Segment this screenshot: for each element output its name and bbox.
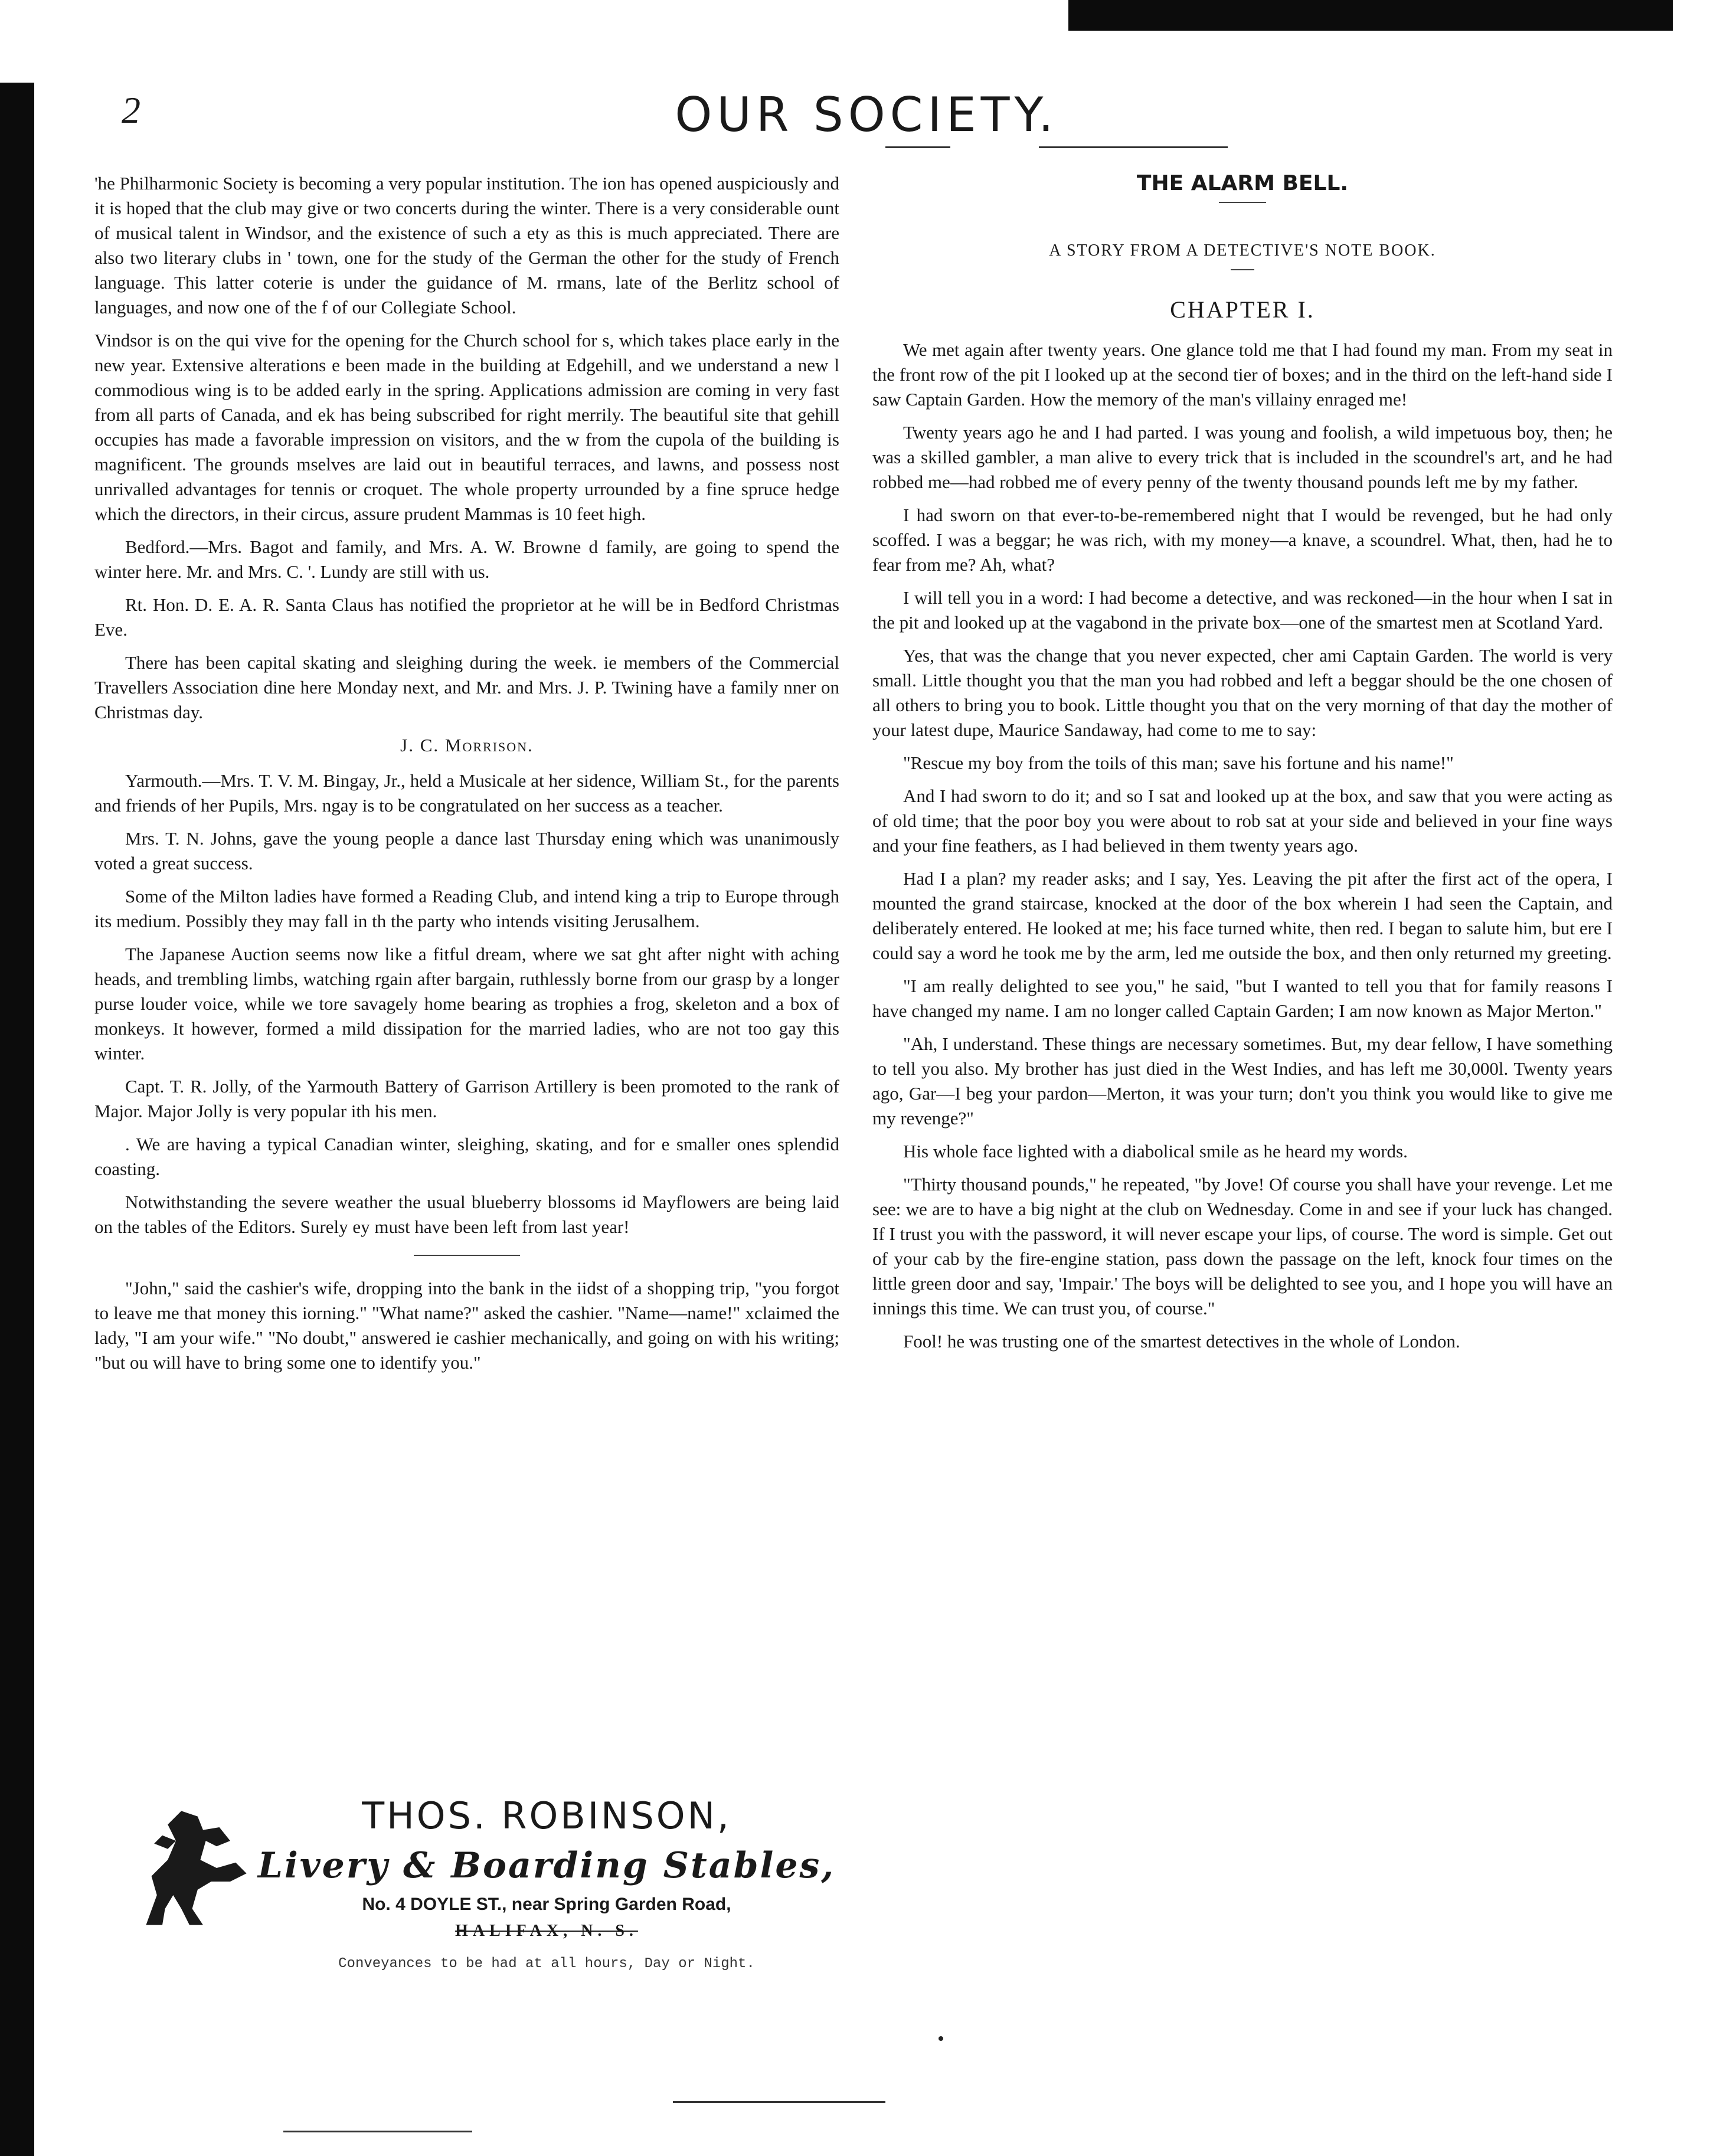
scan-edge-shadow	[0, 83, 34, 2156]
story-paragraph: I had sworn on that ever-to-be-remembered night that I would be revenged, but he had only scoffed. I was a beggar; he was rich, with my money—a knave, a scoundrel. What, then, had he to fear from me? Ah, what?	[872, 505, 1613, 575]
story-paragraph: Twenty years ago he and I had parted. I was young and foolish, a wild impetuous boy, then; he was a skilled gambler, a man alive to every trick that is included in the scoundrel's art, and he had robbed me—had robbed me of every penny of the twenty thousand pounds left me by my father.	[872, 422, 1613, 492]
japanese-auction-paragraph: The Japanese Auction seems now like a fitful dream, where we sat ght after night with aching heads, and trembling limbs, watching rgain after bargain, ruthlessly borne from our grasp by a longer purse louder voice, while we tore savagely home bearing as trophies a frog, skeleton and a box of monkeys. It however, formed a mild dissipation for the married ladies, who are not too gay this winter.	[94, 944, 839, 1064]
story-paragraph: "Ah, I understand. These things are necessary sometimes. But, my dear fellow, I have something to tell you also. My brother has just died in the West Indies, and has left me 30,000l. Twenty years ago, Gar—I beg your pardon—Merton, it was your turn; don't you think you would like to give me my revenge?"	[872, 1033, 1613, 1128]
windsor-philharmonic-paragraph: 'he Philharmonic Society is becoming a very popular institution. The ion has opened auspiciously and it is hoped that the club may give or two concerts during the winter. There is a very considerable ount of musical talent in Windsor, and the existence of such a ety as this is much appreciated. There are also two literary clubs in ' town, one for the study of the German the other for the study of French language. This latter coterie is under the guidance of M. rmans, late of the Berlitz school of languages, and now one of the f of our Collegiate School.	[94, 173, 839, 318]
story-paragraph: "Rescue my boy from the toils of this man; save his fortune and his name!"	[903, 753, 1454, 773]
masthead-rule-right	[1039, 146, 1228, 148]
top-black-rule	[1068, 0, 1673, 31]
skating-paragraph: There has been capital skating and sleighing during the week. ie members of the Commercial Travellers Association dine here Monday next, and Mr. and Mrs. J. P. Twining have a family nner on Christmas day.	[94, 652, 839, 722]
left-column	[94, 171, 839, 1383]
story-paragraph: His whole face lighted with a diabolical smile as he heard my words.	[903, 1141, 1408, 1162]
story-subtitle: A STORY FROM A DETECTIVE'S NOTE BOOK.	[1049, 241, 1436, 260]
canadian-winter-paragraph: . We are having a typical Canadian winter, sleighing, skating, and for e smaller ones splendid coasting.	[94, 1134, 839, 1179]
masthead-rule-left	[885, 146, 950, 148]
masthead: OUR SOCIETY.	[675, 87, 1058, 142]
business-name: Livery & Boarding Stables,	[257, 1845, 836, 1886]
section-divider	[414, 1255, 520, 1256]
print-speck	[939, 2036, 943, 2041]
windsor-church-school-paragraph: Vindsor is on the qui vive for the opening for the Church school for s, which takes place early in the new year. Extensive alterations e been made in the building at Edgehill, and we understand a new l commodious wing is to be added early in the spring. Applications admission are coming in very fast from all parts of Canada, and ek has being subscribed for right merrily. The beautiful site that gehill occupies has made a favorable impression on visitors, and the w from the cupola of the building is magnificent. The grounds mselves are laid out in beautiful terraces, and lawns, and possess nost unrivalled advantages for tennis or croquet. The whole property urrounded by a fine spruce hedge which the directors, in their circus, assure prudent Mammas is 10 feet high.	[94, 330, 839, 524]
story-paragraph: Fool! he was trusting one of the smartest detectives in the whole of London.	[903, 1331, 1460, 1352]
page-number: 2	[122, 89, 140, 131]
title-rule	[1219, 202, 1266, 203]
story-title: THE ALARM BELL.	[1136, 171, 1349, 195]
story-paragraph: "I am really delighted to see you," he said, "but I wanted to tell you that for family reasons I have changed my name. I am no longer called Captain Garden; I am now known as Major Merton."	[872, 976, 1613, 1021]
story-paragraph: Yes, that was the change that you never expected, cher ami Captain Garden. The world is very small. Little thought you that the man you had robbed and left a beggar should be the one chosen of all others to bring you to book. Little thought you that on the very morning of that day the mother of your latest dupe, Maurice Sandaway, had come to me to say:	[872, 645, 1613, 740]
business-address: No. 4 DOYLE ST., near Spring Garden Road,	[362, 1895, 731, 1914]
correspondent-signature: J. C. Morrison.	[400, 735, 534, 755]
chapter-heading: CHAPTER I.	[1170, 296, 1315, 323]
story-paragraph: And I had sworn to do it; and so I sat and looked up at the box, and saw that you were acting as of old time; that the poor boy you were about to rob sat at your side and believed in your fine ways and your fine feathers, as I had believed in them twenty years ago.	[872, 786, 1613, 856]
reading-club-paragraph: Some of the Milton ladies have formed a Reading Club, and intend king a trip to Europe through its medium. Possibly they may fall in th the party who intends visiting Jerusalhem.	[94, 886, 839, 931]
yarmouth-musicale-paragraph: Yarmouth.—Mrs. T. V. M. Bingay, Jr., held a Musicale at her sidence, William St., for the parents and friends of her Pupils, Mrs. ngay is to be congratulated on her success as a teacher.	[94, 770, 839, 816]
rearing-horse-icon	[122, 1800, 257, 1936]
bottom-rule	[673, 2101, 885, 2103]
business-city: HALIFAX, N. S.	[455, 1922, 638, 1940]
capt-jolly-paragraph: Capt. T. R. Jolly, of the Yarmouth Battery of Garrison Artillery is been promoted to the rank of Major. Major Jolly is very popular ith his men.	[94, 1076, 839, 1121]
bedford-paragraph: Bedford.—Mrs. Bagot and family, and Mrs. A. W. Browne d family, are going to spend the winter here. Mr. and Mrs. C. '. Lundy are still with us.	[94, 536, 839, 582]
cashier-joke-paragraph: "John," said the cashier's wife, dropping into the bank in the iidst of a shopping trip, "you forgot to leave me that money this iorning." "What name?" asked the cashier. "Name—name!" xclaimed the lady, "I am your wife." "No doubt," answered ie cashier mechanically, and going on with his writing; "but ou will have to bring some one to identify you."	[94, 1278, 839, 1373]
advertiser-name: THOS. ROBINSON,	[362, 1794, 731, 1837]
bottom-rule	[283, 2131, 472, 2132]
story-paragraph: Had I a plan? my reader asks; and I say, Yes. Leaving the pit after the first act of the opera, I mounted the grand staircase, knocked at the door of the box wherein I had seen the Captain, and deliberately entered. He looked at me; his face turned white, then red. I began to salute him, but ere I could say a word he took me by the arm, led me outside the box, and then only returned my greeting.	[872, 868, 1613, 963]
livery-advertisement	[116, 1788, 842, 2001]
johns-dance-paragraph: Mrs. T. N. Johns, gave the young people a dance last Thursday ening which was unanimously voted a great success.	[94, 828, 839, 873]
story-paragraph: We met again after twenty years. One glance told me that I had found my man. From my seat in the front row of the pit I looked up at the second tier of boxes; and in the third on the left-hand side I saw Captain Garden. How the memory of the man's villainy enraged me!	[872, 339, 1613, 410]
subtitle-rule	[1231, 269, 1254, 270]
story-paragraph: "Thirty thousand pounds," he repeated, "by Jove! Of course you shall have your revenge. Let me see: we are to have a big night at the club on Wednesday. Come in and see if your luck has changed. If I trust you with the password, it will never escape your lips, of course. The word is simple. Get out of your cab by the fire-engine station, pass down the passage on the left, knock four times on the little green door and say, 'Impair.' The boys will be delighted to see you, and I hope you will have an innings this time. We can trust you, of course."	[872, 1174, 1613, 1319]
mayflowers-paragraph: Notwithstanding the severe weather the usual blueberry blossoms id Mayflowers are being laid on the tables of the Editors. Surely ey must have been left from last year!	[94, 1192, 839, 1237]
story-paragraph: I will tell you in a word: I had become a detective, and was reckoned—in the hour when I sat in the pit and looked up at the vagabond in the private box—one of the smartest men at Scotland Yard.	[872, 587, 1613, 633]
business-note: Conveyances to be had at all hours, Day or Night.	[338, 1956, 755, 1972]
right-column	[872, 171, 1613, 1362]
santa-claus-paragraph: Rt. Hon. D. E. A. R. Santa Claus has notified the proprietor at he will be in Bedford Christmas Eve.	[94, 594, 839, 640]
